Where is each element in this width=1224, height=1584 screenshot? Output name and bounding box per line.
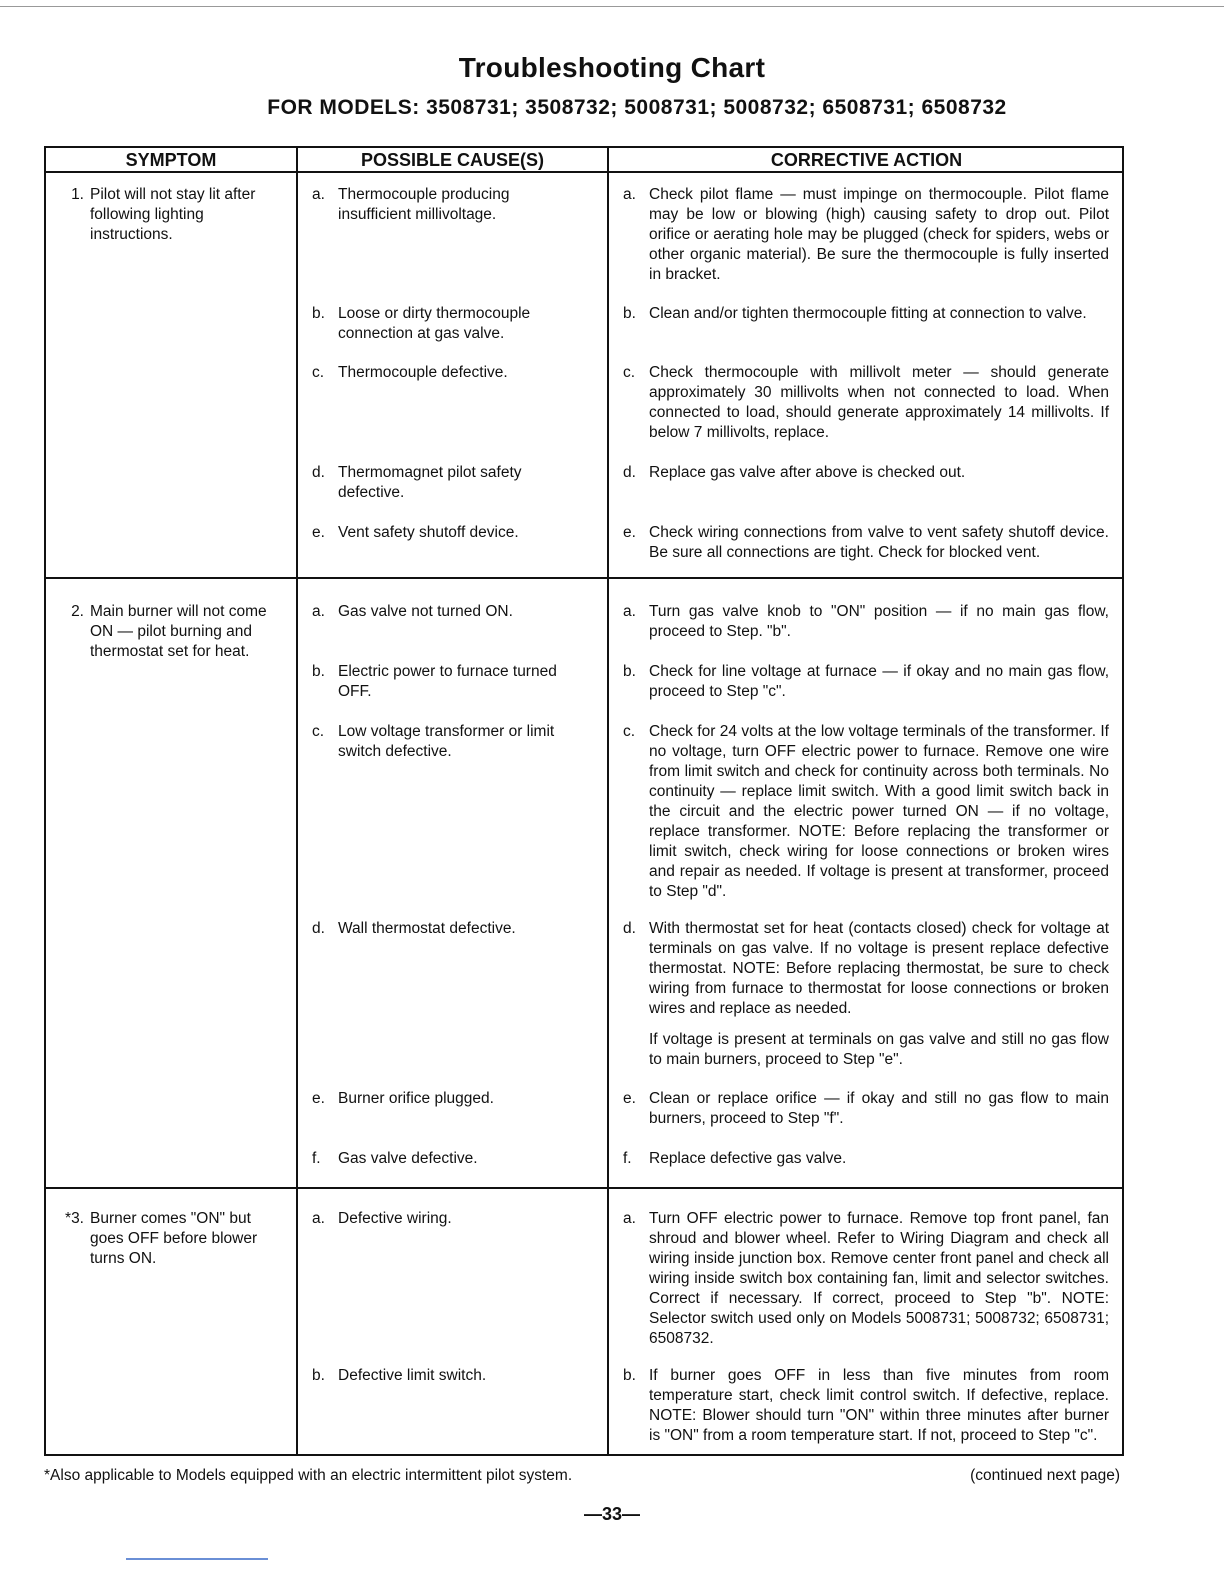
action-text: If burner goes OFF in less than five minutes from room temperature start, check limit control switch. If defective, replace. NOTE: Blower should turn "ON" within three minutes after burner is "ON" from a room temperature start. If not, proceed to Step "c". [649,1367,1109,1444]
item-letter: e. [312,1090,325,1107]
cause-text: Electric power to furnace turned OFF. [338,663,557,700]
symptom-number: 2. [71,603,84,620]
item-letter: b. [623,305,636,322]
item-letter: b. [312,305,325,322]
section-divider [46,577,1122,579]
header-possible-causes: POSSIBLE CAUSE(S) [360,150,545,170]
item-letter: b. [312,663,325,680]
action-text: Turn OFF electric power to furnace. Remove top front panel, fan shroud and blower wheel. Refer to Wiring Diagram and check all wiring inside junction box. Remove center front panel and check all wiring inside switch box containing fan, limit and selector switches. Correct if necessary. If correct, proceed to Step "b". NOTE: Selector switch used only on Models 5008731; 5008732; 6508731; 6508732. [649,1210,1109,1347]
item-letter: c. [312,723,325,740]
item-letter: d. [312,920,325,937]
troubleshooting-table [44,146,1124,1456]
page-number: —33— [583,1504,641,1524]
cause-text: Defective wiring. [338,1210,452,1227]
action-text: Replace gas valve after above is checked out. [649,464,966,481]
action-text: Check thermocouple with millivolt meter — should generate approximately 30 millivolts when not connected to load. When connected to load, should generate approximately 14 millivolts. If below 7 millivolts, replace. [649,364,1109,441]
item-letter: f. [623,1150,632,1167]
action-text: If voltage is present at terminals on gas valve and still no gas flow to main burners, proceed to Step "e". [649,1031,1109,1068]
cause-text: Vent safety shutoff device. [338,524,519,541]
cause-text: Thermocouple producing insufficient millivoltage. [338,186,510,223]
item-letter: a. [312,1210,325,1227]
continued-note: (continued next page) [970,1467,1120,1484]
item-letter: d. [623,920,636,937]
item-letter: a. [623,603,636,620]
symptom-number: *3. [65,1210,84,1227]
column-divider [296,148,298,1454]
bottom-rule [126,1558,268,1560]
action-text: Clean and/or tighten thermocouple fitting at connection to valve. [649,305,1087,322]
item-letter: e. [623,524,636,541]
page-title: Troubleshooting Chart [458,52,766,83]
item-letter: b. [623,663,636,680]
action-text: Replace defective gas valve. [649,1150,847,1167]
cause-text: Defective limit switch. [338,1367,487,1384]
action-text: Turn gas valve knob to "ON" position — if no main gas flow, proceed to Step. "b". [649,603,1109,640]
cause-text: Gas valve not turned ON. [338,603,513,620]
item-letter: c. [623,723,636,740]
header-corrective-action: CORRECTIVE ACTION [770,150,963,170]
item-letter: c. [312,364,325,381]
cause-text: Thermocouple defective. [338,364,508,381]
item-letter: d. [312,464,325,481]
cause-text: Thermomagnet pilot safety defective. [338,464,522,501]
item-letter: a. [312,603,325,620]
item-letter: c. [623,364,636,381]
action-text: Check for 24 volts at the low voltage terminals of the transformer. If no voltage, turn OFF electric power to furnace. Remove one wire from limit switch and check for continuity across both terminals. No continuity — replace limit switch. With a good limit switch back in the circuit and the electric power turned ON — if no voltage, replace transformer. NOTE: Before replacing the transformer or limit switch, check wiring for loose connections or broken wires and repair as needed. If voltage is present at transformer, proceed to Step "d". [649,723,1109,900]
item-letter: d. [623,464,636,481]
cause-text: Gas valve defective. [338,1150,478,1167]
symptom-text: Burner comes "ON" but goes OFF before blower turns ON. [90,1210,258,1267]
models-subtitle: FOR MODELS: 3508731; 3508732; 5008731; 5008732; 6508731; 6508732 [267,96,1007,119]
action-text: Clean or replace orifice — if okay and still no gas flow to main burners, proceed to Step "f". [649,1090,1109,1127]
column-divider [607,148,609,1454]
action-text: Check wiring connections from valve to vent safety shutoff device. Be sure all connections are tight. Check for blocked vent. [649,524,1109,561]
symptom-number: 1. [71,186,84,203]
symptom-text: Main burner will not come ON — pilot burning and thermostat set for heat. [90,603,267,660]
section-divider [46,1187,1122,1189]
header-symptom: SYMPTOM [125,150,217,170]
item-letter: e. [623,1090,636,1107]
item-letter: f. [312,1150,321,1167]
footnote: *Also applicable to Models equipped with an electric intermittent pilot system. [44,1467,573,1484]
cause-text: Burner orifice plugged. [338,1090,494,1107]
action-text: With thermostat set for heat (contacts closed) check for voltage at terminals on gas valve. If no voltage is present replace defective thermostat. NOTE: Before replacing thermostat, be sure to check wiring from furnace to thermostat for loose connections or broken wires and replace as needed. [649,920,1109,1017]
item-letter: a. [623,186,636,203]
cause-text: Loose or dirty thermocouple connection at gas valve. [338,305,531,342]
symptom-text: Pilot will not stay lit after following lighting instructions. [90,186,256,243]
action-text: Check pilot flame — must impinge on thermocouple. Pilot flame may be low or blowing (high) causing safety to drop out. Pilot orifice or aerating hole may be plugged (check for spiders, webs or other organic material). Be sure the thermocouple is fully inserted in bracket. [649,186,1109,283]
page-top-rule [0,6,1224,7]
item-letter: e. [312,524,325,541]
action-text: Check for line voltage at furnace — if okay and no main gas flow, proceed to Step "c". [649,663,1109,700]
item-letter: a. [623,1210,636,1227]
cause-text: Wall thermostat defective. [338,920,516,937]
item-letter: a. [312,186,325,203]
item-letter: b. [623,1367,636,1384]
item-letter: b. [312,1367,325,1384]
cause-text: Low voltage transformer or limit switch defective. [338,723,555,760]
